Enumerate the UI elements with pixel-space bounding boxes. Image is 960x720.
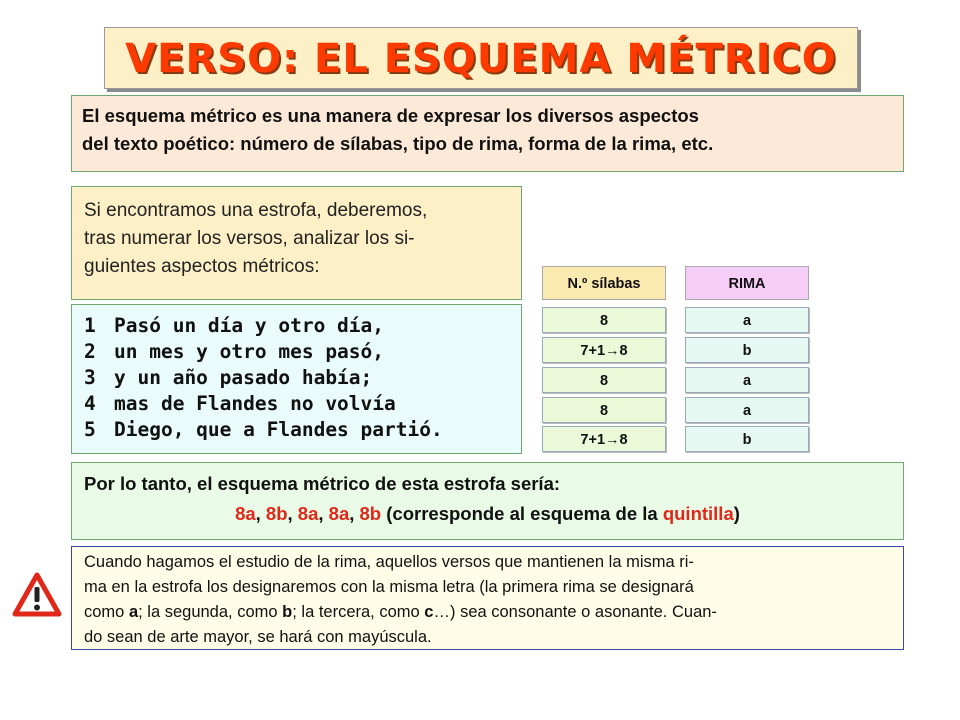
note-letter-c: c bbox=[424, 603, 434, 621]
stanza-name: quintilla bbox=[662, 503, 734, 524]
note-line-2: ma en la estrofa los designaremos con la misma letra (la primera rima se designará bbox=[84, 578, 694, 596]
scheme-item: 8a bbox=[328, 503, 350, 524]
verse-text: mas de Flandes no volvía bbox=[114, 392, 396, 415]
aspects-line-3: guientes aspectos métricos: bbox=[84, 256, 320, 277]
syllable-cell: 7+1→8 bbox=[542, 426, 666, 452]
note-text: …) sea consonante o asonante. Cuan- bbox=[433, 603, 717, 621]
rhyme-cell: a bbox=[685, 307, 809, 333]
note-line-3 bbox=[84, 600, 891, 625]
note-line-4: do sean de arte mayor, se hará con mayúscula. bbox=[84, 628, 432, 646]
note-line-1: Cuando hagamos el estudio de la rima, aquellos versos que mantienen la misma ri- bbox=[84, 553, 694, 571]
poem-line bbox=[84, 365, 509, 391]
intro-box bbox=[71, 95, 904, 172]
syllable-cell: 7+1→8 bbox=[542, 337, 666, 363]
syllable-cell: 8 bbox=[542, 307, 666, 333]
verse-text: un mes y otro mes pasó, bbox=[114, 340, 385, 363]
aspects-line-1: Si encontramos una estrofa, deberemos, bbox=[84, 200, 428, 221]
poem-line bbox=[84, 339, 509, 365]
verse-number: 4 bbox=[84, 392, 96, 415]
rhyme-cell: b bbox=[685, 337, 809, 363]
scheme-item: 8b bbox=[265, 503, 288, 524]
verse-number: 5 bbox=[84, 418, 96, 441]
aspects-box bbox=[71, 186, 522, 300]
rhyme-cell: a bbox=[685, 367, 809, 393]
verse-number: 3 bbox=[84, 366, 96, 389]
page-title: VERSO: EL ESQUEMA MÉTRICO bbox=[125, 36, 837, 82]
intro-line-1: El esquema métrico es una manera de expresar los diversos aspectos bbox=[82, 105, 699, 126]
note-text: como bbox=[84, 603, 129, 621]
intro-line-2: del texto poético: número de sílabas, tipo de rima, forma de la rima, etc. bbox=[82, 133, 714, 154]
scheme-item: 8b bbox=[359, 503, 382, 524]
conclusion-line-1: Por lo tanto, el esquema métrico de esta estrofa sería: bbox=[84, 473, 561, 494]
corresponds-prefix: (corresponde al esquema de la bbox=[386, 503, 663, 524]
scheme-item: 8a bbox=[235, 503, 256, 524]
note-text: ; la segunda, como bbox=[138, 603, 283, 621]
verse-text: Diego, que a Flandes partió. bbox=[114, 418, 443, 441]
verse-number: 2 bbox=[84, 340, 96, 363]
note-letter-a: a bbox=[128, 603, 139, 621]
verse-text: Pasó un día y otro día, bbox=[114, 314, 385, 337]
verse-text: y un año pasado había; bbox=[114, 366, 373, 389]
poem-line bbox=[84, 313, 509, 339]
conclusion-line-2: 8a, 8b, 8a, 8a, 8b (corresponde al esquema de la quintilla) bbox=[235, 503, 740, 524]
rhyme-cell: b bbox=[685, 426, 809, 452]
poem-line bbox=[84, 391, 509, 417]
note-box bbox=[71, 546, 904, 650]
syllable-cell: 8 bbox=[542, 397, 666, 423]
poem-line bbox=[84, 417, 509, 443]
scheme-item: 8a bbox=[297, 503, 319, 524]
poem-box bbox=[71, 304, 522, 454]
rhyme-cell: a bbox=[685, 397, 809, 423]
rhyme-header: RIMA bbox=[685, 266, 809, 300]
syllable-cell: 8 bbox=[542, 367, 666, 393]
conclusion-box bbox=[71, 462, 904, 540]
syllables-header: N.º sílabas bbox=[542, 266, 666, 300]
note-text: ; la tercera, como bbox=[292, 603, 425, 621]
aspects-line-2: tras numerar los versos, analizar los si- bbox=[84, 228, 415, 249]
verse-number: 1 bbox=[84, 314, 96, 337]
title-banner bbox=[104, 27, 858, 89]
corresponds-suffix: ) bbox=[733, 503, 740, 524]
warning-icon bbox=[12, 572, 62, 618]
note-letter-b: b bbox=[282, 603, 293, 621]
